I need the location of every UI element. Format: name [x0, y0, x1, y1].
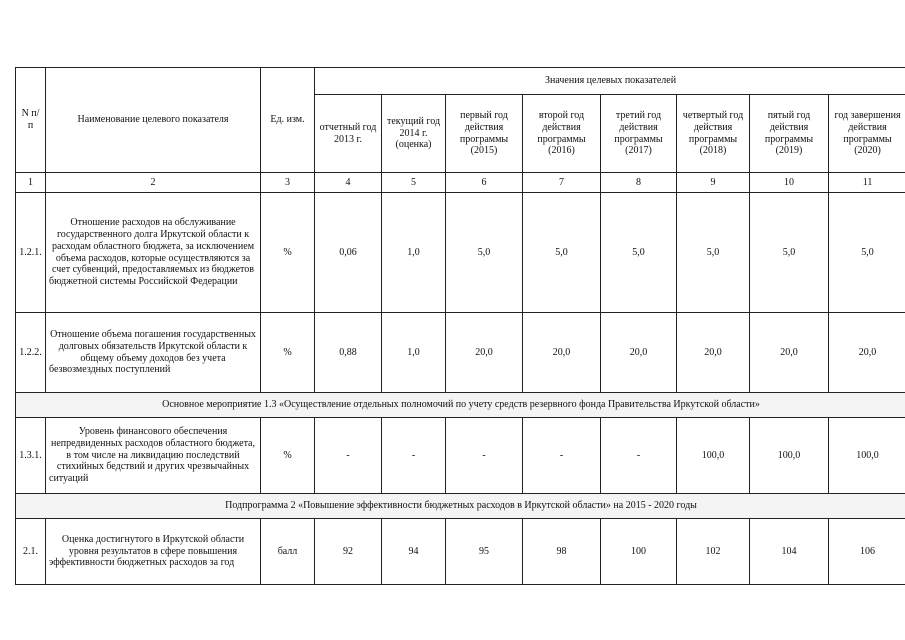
- value-cell: -: [446, 418, 523, 494]
- value-cell: 20,0: [601, 313, 677, 393]
- value-cell: 98: [523, 519, 601, 585]
- header-year: отчетный год 2013 г.: [315, 95, 382, 173]
- value-cell: 20,0: [829, 313, 905, 393]
- column-number: 9: [677, 173, 750, 193]
- value-cell: -: [382, 418, 446, 494]
- column-number: 2: [46, 173, 261, 193]
- row-number: 1.3.1.: [16, 418, 46, 494]
- column-number: 4: [315, 173, 382, 193]
- unit-cell: %: [261, 418, 315, 494]
- value-cell: 5,0: [601, 193, 677, 313]
- row-number: 1.2.2.: [16, 313, 46, 393]
- table-row: [16, 193, 905, 313]
- value-cell: 1,0: [382, 193, 446, 313]
- column-number: 6: [446, 173, 523, 193]
- header-num: N п/п: [16, 68, 46, 173]
- column-number: 3: [261, 173, 315, 193]
- column-number: 11: [829, 173, 905, 193]
- indicator-name: Отношение расходов на обслуживание государственного долга Иркутской области к расходам областного бюджета, за исключением объема расходов, которые осуществляются за счет субвенций, предоставляемых из бюджетов бюджетной системы Российской Федерации: [46, 193, 261, 313]
- column-number: 1: [16, 173, 46, 193]
- value-cell: 100,0: [677, 418, 750, 494]
- value-cell: 20,0: [446, 313, 523, 393]
- value-cell: 0,88: [315, 313, 382, 393]
- value-cell: 1,0: [382, 313, 446, 393]
- value-cell: 100,0: [750, 418, 829, 494]
- column-numbers-row: [16, 173, 905, 193]
- column-number: 8: [601, 173, 677, 193]
- header-unit: Ед. изм.: [261, 68, 315, 173]
- row-number: 1.2.1.: [16, 193, 46, 313]
- value-cell: 5,0: [829, 193, 905, 313]
- indicator-name: Уровень финансового обеспечения непредвиденных расходов областного бюджета, в том числе на ликвидацию последствий стихийных бедствий и других чрезвычайных ситуаций: [46, 418, 261, 494]
- unit-cell: %: [261, 313, 315, 393]
- section-row: [16, 393, 905, 418]
- value-cell: 5,0: [446, 193, 523, 313]
- section-title: Подпрограмма 2 «Повышение эффективности бюджетных расходов в Иркутской области» на 2015 - 2020 годы: [16, 494, 905, 519]
- value-cell: 20,0: [750, 313, 829, 393]
- header-year: текущий год 2014 г. (оценка): [382, 95, 446, 173]
- header-year: год завершения действия программы (2020): [829, 95, 905, 173]
- value-cell: 5,0: [523, 193, 601, 313]
- column-number: 10: [750, 173, 829, 193]
- value-cell: 100,0: [829, 418, 905, 494]
- table-row: [16, 519, 905, 585]
- value-cell: -: [601, 418, 677, 494]
- row-number: 2.1.: [16, 519, 46, 585]
- table-row: [16, 418, 905, 494]
- section-row: [16, 494, 905, 519]
- column-number: 5: [382, 173, 446, 193]
- header-name: Наименование целевого показателя: [46, 68, 261, 173]
- value-cell: -: [523, 418, 601, 494]
- header-row-top: [16, 68, 905, 95]
- indicator-name: Оценка достигнутого в Иркутской области уровня результатов в сфере повышения эффективности бюджетных расходов за год: [46, 519, 261, 585]
- column-number: 7: [523, 173, 601, 193]
- section-title: Основное мероприятие 1.3 «Осуществление отдельных полномочий по учету средств резервного фонда Правительства Иркутской области»: [16, 393, 905, 418]
- target-indicators-table: [15, 67, 905, 585]
- value-cell: 20,0: [523, 313, 601, 393]
- header-year: пятый год действия программы (2019): [750, 95, 829, 173]
- value-cell: -: [315, 418, 382, 494]
- value-cell: 5,0: [750, 193, 829, 313]
- unit-cell: %: [261, 193, 315, 313]
- value-cell: 102: [677, 519, 750, 585]
- unit-cell: балл: [261, 519, 315, 585]
- header-values-group: Значения целевых показателей: [315, 68, 905, 95]
- header-year: первый год действия программы (2015): [446, 95, 523, 173]
- value-cell: 92: [315, 519, 382, 585]
- value-cell: 20,0: [677, 313, 750, 393]
- value-cell: 0,06: [315, 193, 382, 313]
- value-cell: 100: [601, 519, 677, 585]
- header-year: второй год действия программы (2016): [523, 95, 601, 173]
- value-cell: 5,0: [677, 193, 750, 313]
- value-cell: 104: [750, 519, 829, 585]
- value-cell: 94: [382, 519, 446, 585]
- header-year: третий год действия программы (2017): [601, 95, 677, 173]
- value-cell: 95: [446, 519, 523, 585]
- table-row: [16, 313, 905, 393]
- value-cell: 106: [829, 519, 905, 585]
- indicator-name: Отношение объема погашения государственных долговых обязательств Иркутской области к общему объему доходов без учета безвозмездных поступлений: [46, 313, 261, 393]
- header-year: четвертый год действия программы (2018): [677, 95, 750, 173]
